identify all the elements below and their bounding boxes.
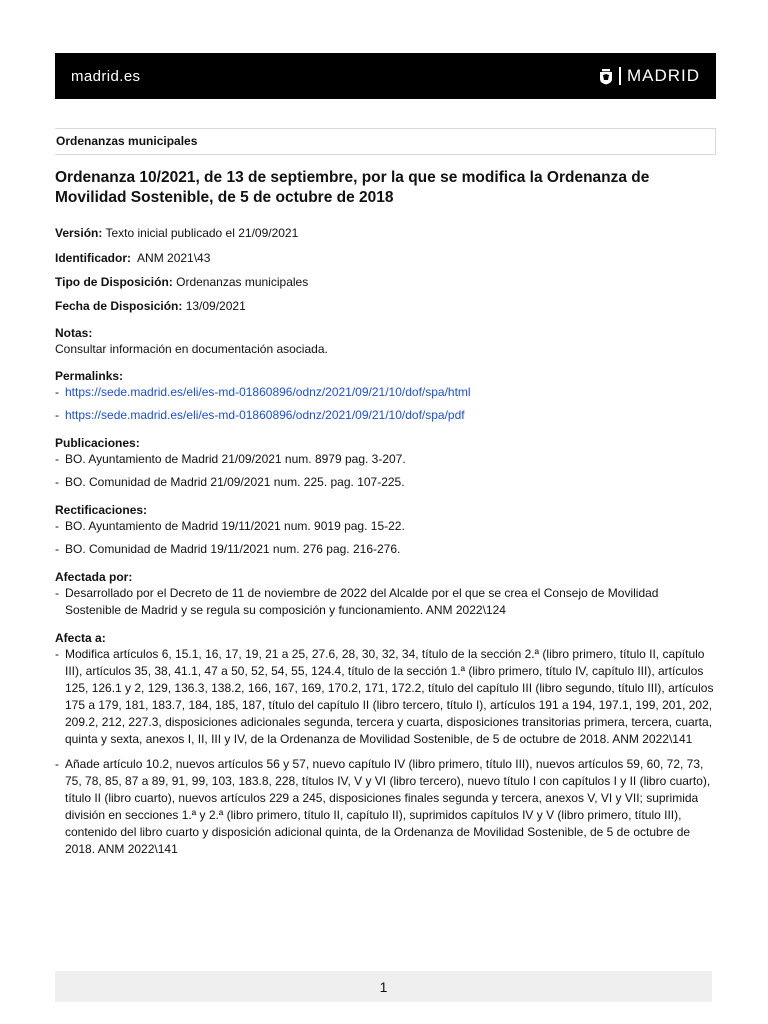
logo-divider (619, 67, 621, 85)
publicacion-text: BO. Comunidad de Madrid 21/09/2021 num. 225. pag. 107-225. (65, 475, 405, 489)
rectificacion-text: BO. Ayuntamiento de Madrid 19/11/2021 num. 9019 pag. 15-22. (65, 519, 405, 533)
publicacion-item: - BO. Comunidad de Madrid 21/09/2021 num. 225. pag. 107-225. (55, 474, 715, 491)
document-title: Ordenanza 10/2021, de 13 de septiembre, por la que se modifica la Ordenanza de Movilidad Sostenible, de 5 de octubre de 2018 (55, 169, 650, 206)
afecta-text: Modifica artículos 6, 15.1, 16, 17, 19, 21 a 25, 27.6, 28, 30, 32, 34, título de la sección 2.ª (libro primero, título II, capítulo III), artículos 35, 38, 41.1, 47 a 50, 52, 54, 55, 124.4, título de la sección 1.ª (libro primero, título IV, capítulo III), artículos 125, 126.1 y 2, 129, 136.3, 138.2, 166, 167, 169, 170.2, 171, 172.2, título del capítulo III (libro segundo, título III), artículos 175 a 179, 181, 183.7, 184, 185, 187, título del capítulo II (libro tercero, título I), artículos 191 a 194, 197.1, 199, 201, 202, 209.2, 212, 227.3, disposiciones adicionales segunda, tercera y cuarta, disposiciones transitorias primera, tercera, cuarta, quinta y sexta, anexos I, II, III y IV, de la Ordenanza de Movilidad Sostenible, de 5 de octubre de 2018. ANM 2022\141 (65, 647, 714, 746)
identifier-label: Identificador: (55, 251, 132, 265)
notas-text: Consultar información en documentación asociada. (55, 342, 328, 356)
permalinks-label: Permalinks: (55, 369, 124, 383)
identifier-field (55, 251, 715, 266)
afecta-item: - Añade artículo 10.2, nuevos artículos 56 y 57, nuevo capítulo IV (libro primero, título III), nuevos artículos 59, 60, 72, 73, 75, 78, 85, 87 a 89, 91, 99, 103, 183.8, 228, títulos IV, V y VI (libro tercero), nuevo título I con capítulos I y II (libro cuarto), título II (libro cuarto), nuevos artículos 229 a 245, disposiciones finales segunda y tercera, anexos V, VI y VII; suprimida división en secciones 1.ª y 2.ª (libro primero, título II, capítulo II), suprimidos capítulos IV y V (libro primero, título III), contenido del libro cuarto y disposición adicional quinta, de la Ordenanza de Movilidad Sostenible, de 5 de octubre de 2018. ANM 2022\141 (55, 756, 715, 858)
page-footer (55, 971, 712, 1002)
section-heading: Ordenanzas municipales (55, 128, 716, 155)
afectada-label: Afectada por: (55, 570, 133, 584)
fecha-value: 13/09/2021 (182, 299, 246, 313)
permalink-item: - https://sede.madrid.es/eli/es-md-01860896/odnz/2021/09/21/10/dof/spa/html (55, 384, 715, 401)
brand-name: MADRID (626, 66, 700, 85)
permalink-item: - https://sede.madrid.es/eli/es-md-01860896/odnz/2021/09/21/10/dof/spa/pdf (55, 407, 715, 424)
version-field (55, 226, 715, 241)
tipo-field (55, 275, 715, 290)
afectada-text: Desarrollado por el Decreto de 11 de noviembre de 2022 del Alcalde por el que se crea el Consejo de Movilidad Sostenible de Madrid y se regula su composición y funcionamiento. ANM 2022\124 (65, 586, 659, 617)
document-content (55, 168, 715, 858)
page-number: 1 (379, 978, 388, 995)
madrid-crest-icon (599, 68, 613, 85)
site-name[interactable]: madrid.es (71, 67, 141, 85)
rectificacion-item: - BO. Comunidad de Madrid 19/11/2021 num. 276 pag. 216-276. (55, 541, 715, 558)
notas-label: Notas: (55, 326, 93, 340)
version-label: Versión: (55, 226, 103, 240)
afecta-label: Afecta a: (55, 631, 106, 645)
fecha-field (55, 299, 715, 314)
afecta-item: - Modifica artículos 6, 15.1, 16, 17, 19, 21 a 25, 27.6, 28, 30, 32, 34, título de la sección 2.ª (libro primero, título II, capítulo III), artículos 35, 38, 41.1, 47 a 50, 52, 54, 55, 124.4, título de la sección 1.ª (libro primero, título IV, capítulo III), artículos 125, 126.1 y 2, 129, 136.3, 138.2, 166, 167, 169, 170.2, 171, 172.2, título del capítulo III (libro segundo, título III), artículos 175 a 179, 181, 183.7, 184, 185, 187, título del capítulo II (libro tercero, título I), artículos 191 a 194, 197.1, 199, 201, 202, 209.2, 212, 227.3, disposiciones adicionales segunda, tercera y cuarta, disposiciones transitorias primera, tercera, cuarta, quinta y sexta, anexos I, II, III y IV, de la Ordenanza de Movilidad Sostenible, de 5 de octubre de 2018. ANM 2022\141 (55, 647, 714, 746)
version-value: Texto inicial publicado el 21/09/2021 (102, 226, 299, 240)
afectada-item: - Desarrollado por el Decreto de 11 de noviembre de 2022 del Alcalde por el que se crea el Consejo de Movilidad Sostenible de Madrid y se regula su composición y funcionamiento. ANM 2022\124 (55, 585, 715, 619)
permalink-pdf-link[interactable]: https://sede.madrid.es/eli/es-md-01860896/odnz/2021/09/21/10/dof/spa/pdf (65, 408, 465, 422)
tipo-label: Tipo de Disposición: (55, 275, 173, 289)
afecta-text: Añade artículo 10.2, nuevos artículos 56 y 57, nuevo capítulo IV (libro primero, título III), nuevos artículos 59, 60, 72, 73, 75, 78, 85, 87 a 89, 91, 99, 103, 183.8, 228, títulos IV, V y VI (libro tercero), nuevo título I con capítulos I y II (libro cuarto), título II (libro cuarto), nuevos artículos 229 a 245, disposiciones finales segunda y tercera, anexos V, VI y VII; suprimida división en secciones 1.ª y 2.ª (libro primero, título II, capítulo II), suprimidos capítulos IV y V (libro primero, título III), contenido del libro cuarto y disposición adicional quinta, de la Ordenanza de Movilidad Sostenible, de 5 de octubre de 2018. ANM 2022\141 (65, 757, 711, 856)
rectificacion-item: - BO. Ayuntamiento de Madrid 19/11/2021 num. 9019 pag. 15-22. (55, 518, 715, 535)
fecha-label: Fecha de Disposición: (55, 299, 183, 313)
publicaciones-label: Publicaciones: (55, 436, 140, 450)
identifier-value: ANM 2021\43 (131, 251, 211, 265)
publicacion-item: - BO. Ayuntamiento de Madrid 21/09/2021 num. 8979 pag. 3-207. (55, 451, 715, 468)
site-header (55, 53, 716, 99)
tipo-value: Ordenanzas municipales (172, 275, 309, 289)
publicacion-text: BO. Ayuntamiento de Madrid 21/09/2021 num. 8979 pag. 3-207. (65, 452, 406, 466)
permalink-html-link[interactable]: https://sede.madrid.es/eli/es-md-01860896/odnz/2021/09/21/10/dof/spa/html (65, 385, 471, 399)
rectificaciones-label: Rectificaciones: (55, 503, 148, 517)
madrid-logo[interactable] (599, 66, 700, 86)
rectificacion-text: BO. Comunidad de Madrid 19/11/2021 num. 276 pag. 216-276. (65, 542, 401, 556)
